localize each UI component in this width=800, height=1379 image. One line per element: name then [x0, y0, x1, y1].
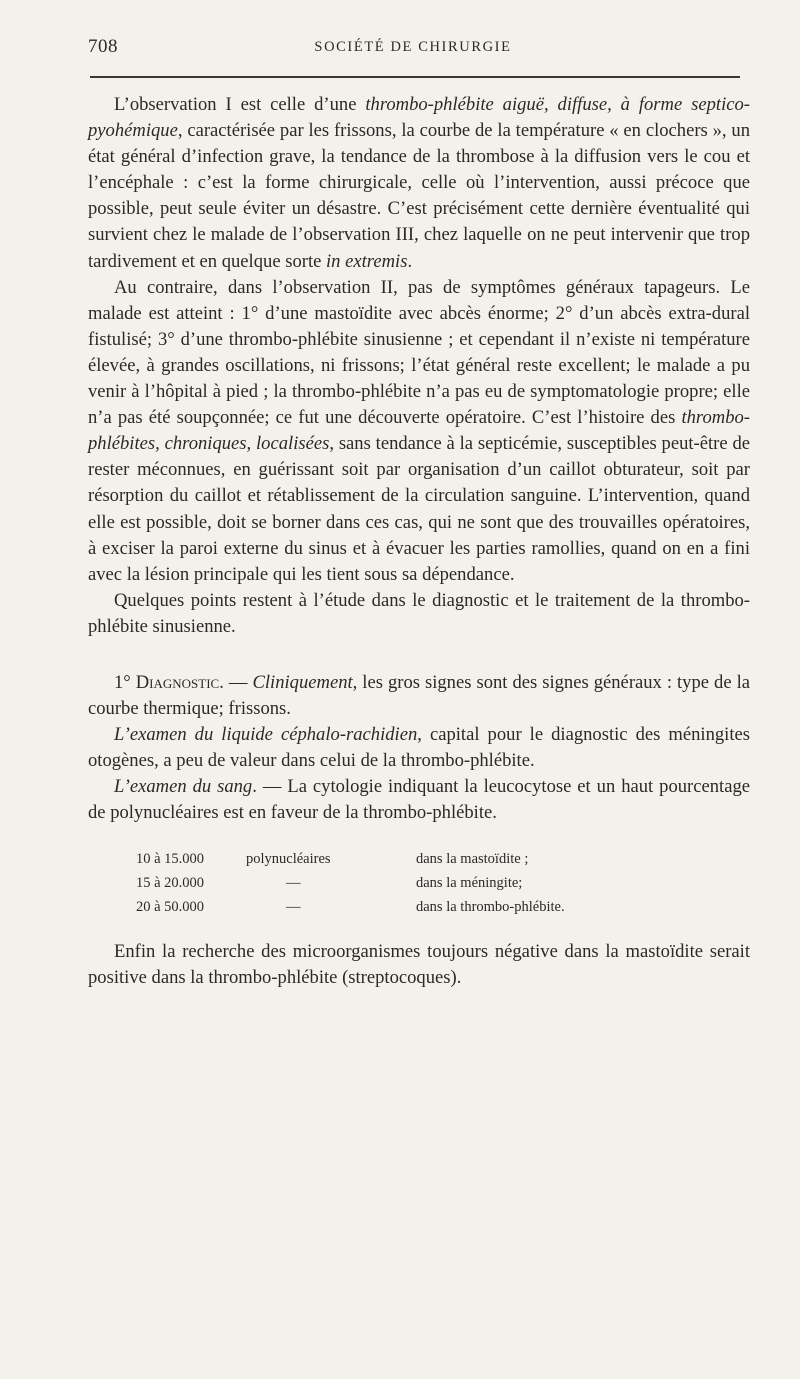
emphasis-run: thrombo-phlébites, chroniques, localisées	[88, 407, 750, 455]
text-run: , sans tendance à la septicémie, susceptibles peut-être de rester méconnues, en guérissant soit par organisation d’un caillot obturateur, soit par résorption du caillot et rétablissement de la circulation sanguine. L’intervention, quand elle est possible, doit se borner dans ces cas, qui ne sont que des trouvailles opératoires, à exciser la paroi externe du sinus et à évacuer les parties ramollies, quand on en a fini avec la lésion principale qui les tient sous sa dépendance.	[88, 433, 750, 585]
table-cell: 10 à 15.000	[136, 850, 205, 867]
table-row	[136, 895, 565, 919]
table-cell: dans la mastoïdite ;	[416, 850, 529, 867]
table-cell: polynucléaires	[246, 850, 331, 867]
emphasis-run: L’examen du sang	[114, 776, 253, 798]
text-run: 1°	[114, 671, 136, 693]
text-run: , caractérisée par les frissons, la courbe de la température « en clochers », un état général d’infection grave, la tendance de la thrombose à la diffusion vers le cou et l’encéphale : c’est la forme chirurgicale, celle où l’intervention, aussi précoce que possible, peut seule éviter un désastre. C’est précisément cette dernière éventualité qui survient chez le malade de l’observation III, chez laquelle on ne peut intervenir que trop tardivement et en quelque sorte	[88, 120, 750, 272]
text-run: , capital pour le diagnostic des méningites otogènes, a peu de valeur dans celui de la thrombo-phlébite.	[88, 724, 750, 772]
table-cell: —	[286, 898, 301, 915]
page-header	[88, 36, 738, 60]
text-run: Au contraire, dans l’observation II, pas de symptômes généraux tapageurs. Le malade est atteint : 1° d’une mastoïdite avec abcès énorme; 2° d’un abcès extra-dural fistulisé; 3° d’une thrombo-phlébite sinusienne ; et cependant il n’existe ni température élevée, à grandes oscillations, ni frissons; l’état général reste excellent; le malade a pu venir à l’hôpital à pied ; la thrombo-phlébite n’a pas eu de symptomatologie propre; elle n’a pas été soupçonnée; ce fut une découverte opératoire. C’est l’histoire des	[88, 276, 750, 429]
header-rule	[90, 76, 740, 78]
table-row	[136, 871, 565, 895]
table-cell: 20 à 50.000	[136, 898, 205, 915]
leucocytosis-table	[136, 847, 565, 919]
emphasis-run: Cliniquement	[252, 671, 353, 693]
text-run: , les gros signes sont des signes généraux : type de la courbe thermique; frissons.	[88, 671, 750, 720]
emphasis-run: L’examen du liquide céphalo-rachidien	[114, 724, 418, 746]
text-run: . —	[219, 671, 253, 693]
paragraph-csf-exam	[88, 722, 750, 774]
table-row	[136, 847, 565, 871]
page-number: 708	[88, 36, 118, 57]
table-cell: dans la thrombo-phlébite.	[416, 898, 565, 915]
section-spacer	[88, 640, 750, 670]
paragraph-open-points: Quelques points restent à l’étude dans le diagnostic et le traitement de la thrombo-phlébite sinusienne.	[88, 589, 750, 637]
emphasis-run: in extremis	[326, 250, 408, 272]
text-run: L’observation I est celle d’une	[114, 94, 366, 115]
running-head: SOCIÉTÉ DE CHIRURGIE	[314, 39, 512, 55]
text-run: . — La cytologie indiquant la leucocytose et un haut pourcentage de polynucléaires est en faveur de la thrombo-phlébite.	[88, 776, 751, 824]
section-heading: Diagnostic	[135, 671, 220, 693]
text-run: .	[407, 250, 413, 272]
table-cell: 15 à 20.000	[136, 874, 205, 891]
table-cell: —	[286, 874, 301, 891]
paragraph-observation-i	[88, 92, 750, 275]
paragraph-microorganisms: Enfin la recherche des microorganismes toujours négative dans la mastoïdite serait positive dans la thrombo-phlébite (streptocoques).	[88, 940, 750, 988]
paragraph-blood-exam	[88, 774, 750, 826]
table-cell: dans la méningite;	[416, 874, 523, 891]
paragraph-observation-ii	[88, 275, 750, 588]
emphasis-run: thrombo-phlébite aiguë, diffuse, à forme septico-pyohémique	[88, 94, 750, 142]
paragraph-diagnostic	[88, 670, 750, 722]
body-text	[88, 92, 750, 991]
